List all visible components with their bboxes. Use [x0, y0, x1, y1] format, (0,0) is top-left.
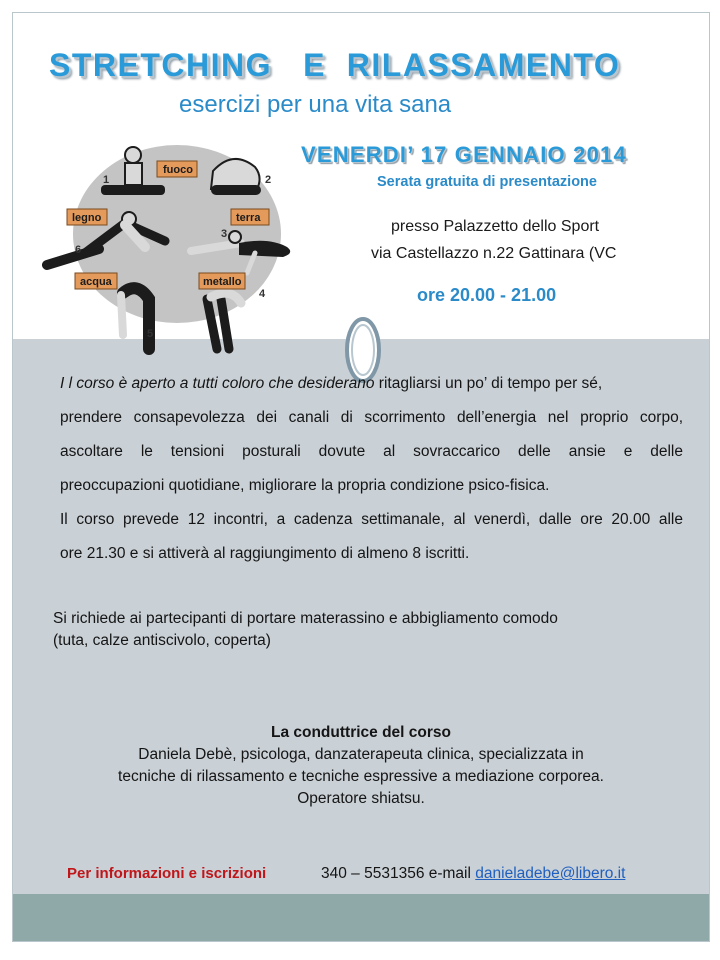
description-line: ascoltare le tensioni posturali dovute al sovraccarico delle ansie e delle	[60, 443, 683, 460]
description-line: I l corso è aperto a tutti coloro che desiderano ritagliarsi un po’ di tempo per sé,	[60, 375, 603, 392]
description-line: prendere consapevolezza dei canali di scorrimento dell’energia nel proprio corpo,	[60, 409, 683, 426]
instructor-line-2: tecniche di rilassamento e tecniche espressive a mediazione corporea.	[118, 768, 604, 785]
contact-phone: 340 – 5531356 e-mail danieladebe@libero.it	[321, 865, 626, 882]
contact-label: Per informazioni e iscrizioni	[67, 865, 267, 882]
illustration-number: 2	[265, 174, 272, 186]
event-time: ore 20.00 - 21.00	[417, 285, 557, 305]
venue-line-1: presso Palazzetto dello Sport	[391, 218, 600, 235]
instructor-heading: La conduttrice del corso	[270, 724, 451, 741]
description-line: ore 21.30 e si attiverà al raggiungimento di almeno 8 iscritti.	[60, 545, 470, 562]
footer-band	[13, 894, 709, 941]
element-label-acqua: acqua	[80, 276, 112, 288]
requirements-line-1: Si richiede ai partecipanti di portare materassino e abbigliamento comodo	[53, 610, 558, 627]
illustration-number: 1	[103, 174, 110, 186]
element-label-terra: terra	[236, 212, 261, 224]
requirements-line-2: (tuta, calze antiscivolo, coperta)	[53, 632, 271, 649]
flyer-page	[12, 12, 710, 942]
illustration-number: 4	[259, 288, 266, 300]
instructor-line-1: Daniela Debè, psicologa, danzaterapeuta clinica, specializzata in	[138, 746, 584, 763]
venue-line-2: via Castellazzo n.22 Gattinara (VC	[371, 245, 617, 262]
element-label-legno: legno	[72, 212, 102, 224]
illustration-number: 3	[221, 228, 228, 240]
illustration-number: 6	[75, 244, 82, 256]
instructor-line-3: Operatore shiatsu.	[297, 790, 425, 807]
illustration-number: 5	[147, 328, 154, 340]
description-line: preoccupazioni quotidiane, migliorare la propria condizione psico-fisica.	[60, 477, 550, 494]
email-link[interactable]: danieladebe@libero.it	[475, 865, 626, 882]
event-date: VENERDI’ 17 GENNAIO 2014	[301, 142, 627, 167]
element-label-fuoco: fuoco	[163, 164, 193, 176]
event-subtitle: Serata gratuita di presentazione	[377, 174, 597, 190]
page-subtitle: esercizi per una vita sana	[179, 91, 452, 118]
stretching-illustration	[25, 133, 321, 355]
description-line: Il corso prevede 12 incontri, a cadenza settimanale, al venerdì, dalle ore 20.00 alle	[60, 511, 683, 528]
page-title: STRETCHING E RILASSAMENTO	[49, 47, 621, 83]
element-label-metallo: metallo	[203, 276, 242, 288]
